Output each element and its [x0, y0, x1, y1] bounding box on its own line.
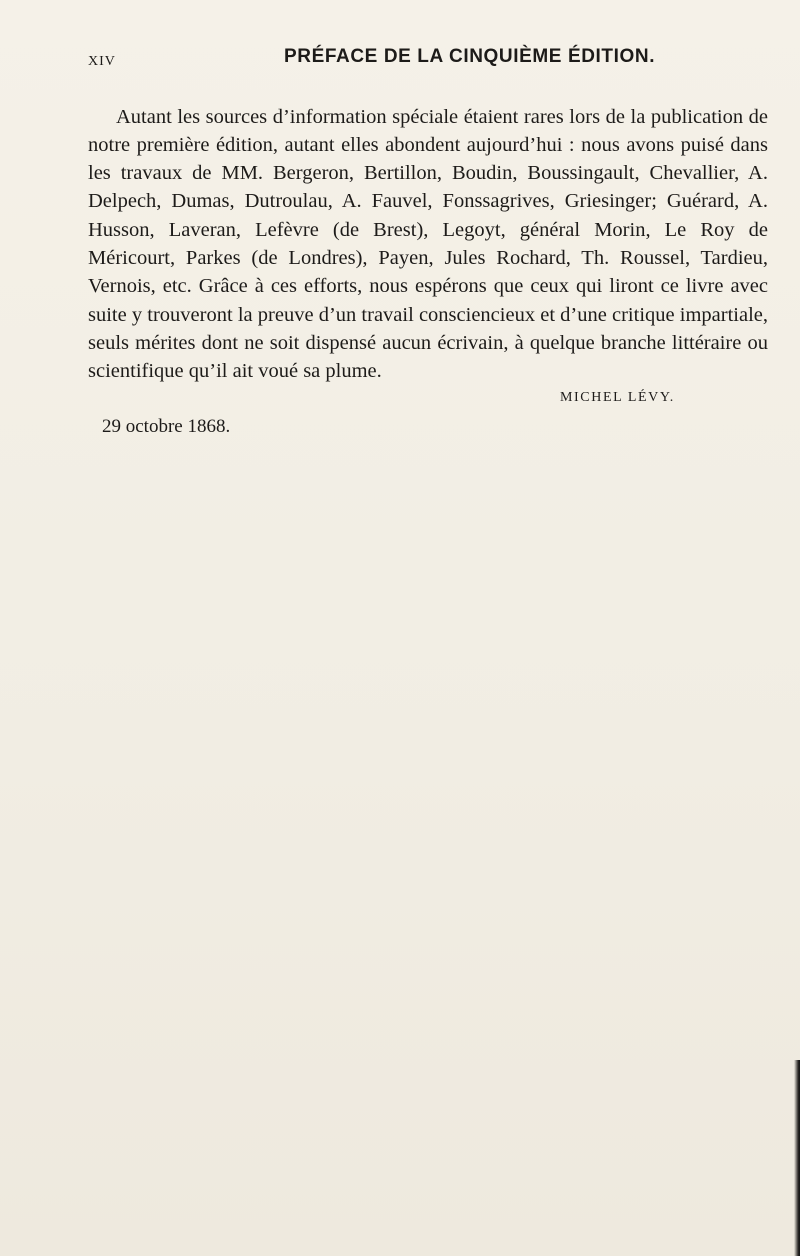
running-head — [88, 46, 768, 74]
author-signature: MICHEL LÉVY. — [560, 390, 675, 405]
page-title: PRÉFACE DE LA CINQUIÈME ÉDITION. — [284, 46, 656, 67]
signature-date: 29 octobre 1868. — [102, 416, 231, 437]
preface-paragraph: Autant les sources d’information spéciale étaient rares lors de la publication de notre première édition, autant elles abondent aujourd’hui : nous avons puisé dans les travaux de MM. Bergeron, Bertillon, Boudin, Boussingault, Chevallier, A. Delpech, Dumas, Dutroulau, A. Fauvel, Fonssagrives, Griesinger; Guérard, A. Husson, Laveran, Lefèvre (de Brest), Legoyt, général Morin, Le Roy de Méricourt, Parkes (de Londres), Payen, Jules Rochard, Th. Roussel, Tardieu, Vernois, etc. Grâce à ces efforts, nous espérons que ceux qui liront ce livre avec suite y trouveront la preuve d’un travail consciencieux et d’une critique impartiale, seuls mérites dont ne soit dispensé aucun écrivain, à quelque branche littéraire ou scientifique qu’il ait voué sa plume. — [88, 105, 768, 383]
page-edge-shadow — [794, 1060, 800, 1256]
page-number: XIV — [88, 54, 116, 69]
